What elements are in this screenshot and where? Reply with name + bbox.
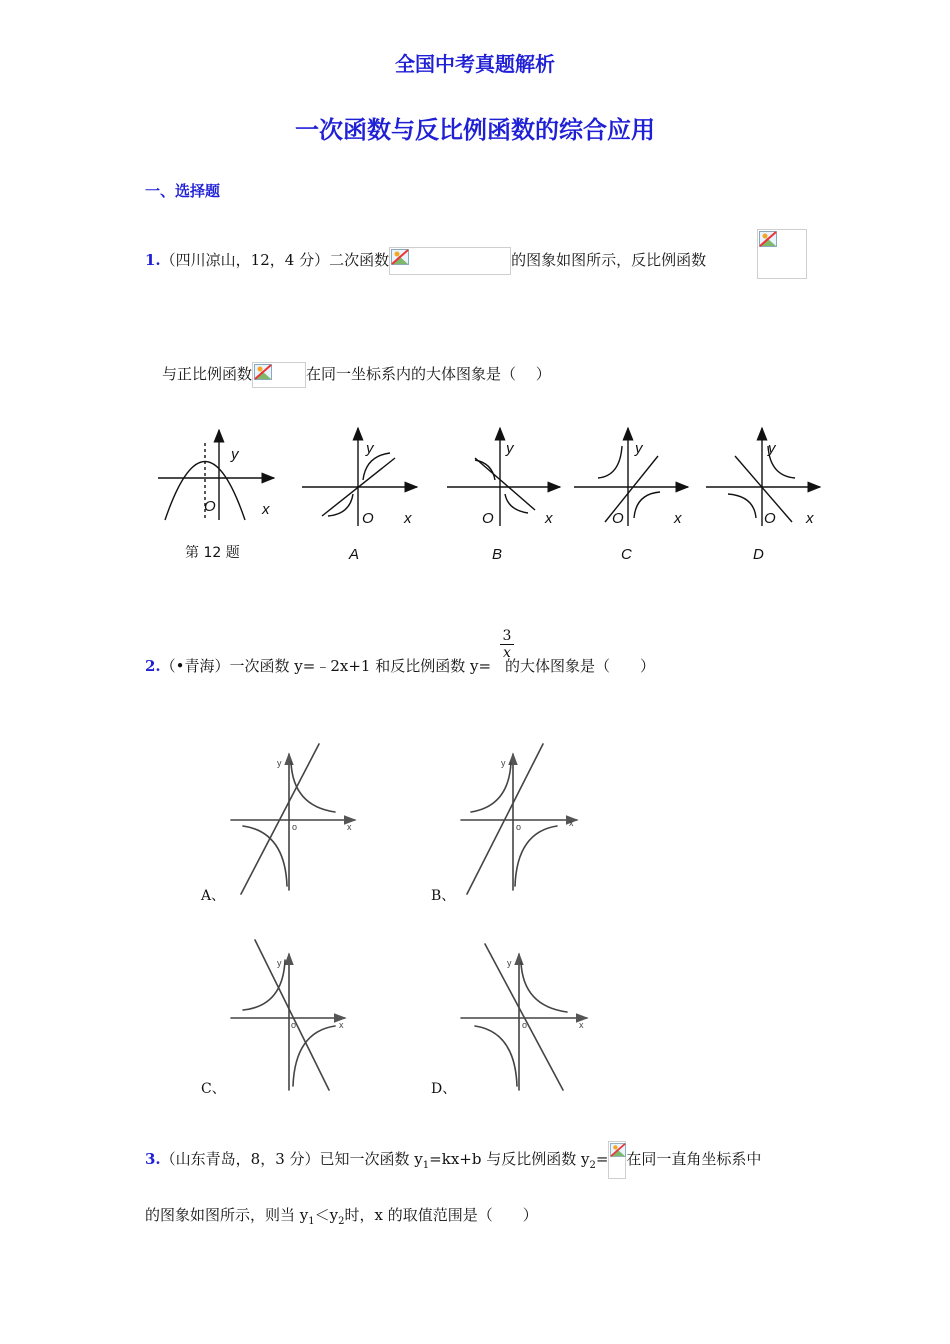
q2-option-c-label: C、 <box>201 1081 226 1097</box>
axis-label-y: y <box>231 446 239 463</box>
document-subtitle: 一次函数与反比例函数的综合应用 <box>295 116 655 144</box>
q1-text-a: （四川凉山，12，4 分）二次函数 <box>160 251 390 269</box>
q3-number: 3. <box>145 1150 161 1168</box>
subscript: 2 <box>338 1216 345 1227</box>
q2-line <box>145 656 655 676</box>
q2-option-d-label: D、 <box>431 1081 457 1097</box>
svg-text:x: x <box>347 822 352 832</box>
q2-text-a: （•青海）一次函数 y=﹣2x+1 和反比例函数 y= <box>160 657 492 675</box>
fraction-numerator: 3 <box>502 628 512 644</box>
q3-line-2 <box>145 1205 538 1232</box>
svg-text:o: o <box>522 1020 528 1030</box>
q2-number: 2. <box>145 657 161 675</box>
axis-label-x: x <box>404 510 412 527</box>
q2-text-b: 的大体图象是（ ） <box>505 657 656 675</box>
svg-text:y: y <box>507 958 512 968</box>
option-label-b: B <box>492 546 503 563</box>
q3-text-g: 时，x 的取值范围是（ ） <box>344 1206 538 1224</box>
formula-image-placeholder <box>757 229 807 279</box>
origin-label: O <box>764 510 776 527</box>
origin-label: O <box>612 510 624 527</box>
figure-caption: 第 12 题 <box>185 545 240 561</box>
broken-image-icon <box>610 1143 626 1157</box>
fraction-denominator: x <box>500 644 514 661</box>
svg-text:y: y <box>277 958 282 968</box>
subscript: 2 <box>589 1160 596 1171</box>
q2-option-b-label: B、 <box>431 888 456 904</box>
q1-line-1 <box>145 247 706 275</box>
subscript: 1 <box>308 1216 315 1227</box>
option-label-d: D <box>753 546 764 563</box>
broken-image-icon <box>759 231 777 247</box>
section-heading: 一、选择题 <box>145 182 221 200</box>
origin-label: O <box>362 510 374 527</box>
svg-text:y: y <box>277 758 282 768</box>
q2-figure-option-a <box>231 744 355 894</box>
q1-figure-option-c <box>574 428 688 526</box>
q2-graphs <box>225 740 605 1100</box>
axis-label-x: x <box>545 510 553 527</box>
q3-text-c: = <box>595 1150 609 1168</box>
q2-option-a-label: A、 <box>201 888 226 904</box>
q1-figure-option-d <box>706 428 820 526</box>
svg-text:o: o <box>291 1020 297 1030</box>
axis-label-x: x <box>262 501 270 518</box>
broken-image-icon <box>391 249 409 265</box>
document-title: 全国中考真题解析 <box>395 52 555 76</box>
q1-figure-option-a <box>302 428 417 526</box>
svg-text:o: o <box>292 822 298 832</box>
axis-label-x: x <box>674 510 682 527</box>
svg-text:x: x <box>579 1020 584 1030</box>
svg-text:y: y <box>501 758 506 768</box>
svg-text:x: x <box>569 818 574 828</box>
q3-text-f: ＜y <box>314 1206 339 1224</box>
q3-text-b: =kx+b 与反比例函数 y <box>429 1150 590 1168</box>
q1-text-b: 的图象如图所示，反比例函数 <box>511 251 707 269</box>
q3-text-a: （山东青岛，8，3 分）已知一次函数 y <box>160 1150 423 1168</box>
q1-number: 1. <box>145 251 161 269</box>
axis-label-y: y <box>366 440 374 457</box>
option-label-a: A <box>349 546 360 563</box>
q2-figure-option-c <box>231 940 345 1090</box>
svg-text:o: o <box>516 822 522 832</box>
axis-label-x: x <box>806 510 814 527</box>
option-label-c: C <box>621 546 632 563</box>
q1-figure-parabola <box>158 430 274 520</box>
formula-image-placeholder <box>389 247 511 275</box>
q2-figure-option-b <box>461 744 577 894</box>
svg-text:x: x <box>339 1020 344 1030</box>
axis-label-y: y <box>506 440 514 457</box>
subscript: 1 <box>422 1160 430 1171</box>
broken-image-icon <box>254 364 272 380</box>
formula-image-placeholder <box>608 1141 626 1179</box>
q3-text-e: 的图象如图所示，则当 y <box>145 1206 309 1224</box>
formula-image-placeholder <box>252 362 306 388</box>
q2-figure-option-d <box>461 944 587 1090</box>
origin-label: O <box>204 498 216 515</box>
axis-label-y: y <box>635 440 643 457</box>
fraction-3-over-x <box>500 628 514 661</box>
q1-text-c: 与正比例函数 <box>162 365 253 383</box>
origin-label: O <box>482 510 494 527</box>
q1-figure-option-b <box>447 428 560 526</box>
axis-label-y: y <box>768 440 776 457</box>
q3-line-1 <box>145 1141 761 1179</box>
q1-line-2 <box>162 362 551 388</box>
q3-text-d: 在同一直角坐标系中 <box>626 1150 762 1168</box>
q1-text-d: 在同一坐标系内的大体图象是（ ） <box>306 365 551 383</box>
